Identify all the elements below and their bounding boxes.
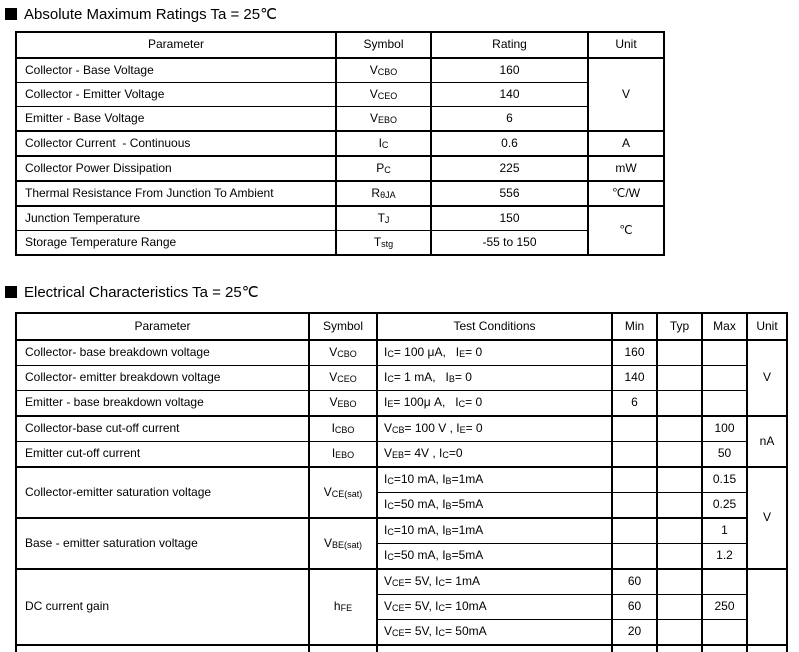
symbol-cell: $V_{CE(sat)}$ <box>309 467 377 518</box>
parameter-cell: Collector- emitter breakdown voltage <box>16 366 309 391</box>
symbol-cell: $I_{CBO}$ <box>309 416 377 442</box>
typ-cell <box>657 569 702 595</box>
table-row <box>16 416 787 442</box>
symbol-cell: $V_{BE(sat)}$ <box>309 518 377 569</box>
min-cell: 6 <box>612 391 657 417</box>
table-row <box>16 83 664 107</box>
typ-cell <box>657 645 702 652</box>
col-header-test-conditions: Test Conditions <box>377 313 612 340</box>
parameter-cell: Storage Temperature Range <box>16 231 336 256</box>
min-cell <box>612 544 657 570</box>
table-row <box>16 131 664 156</box>
max-cell <box>702 620 747 646</box>
min-cell: 140 <box>612 366 657 391</box>
parameter-cell: Emitter - base breakdown voltage <box>16 391 309 417</box>
symbol-cell: $T_J$ <box>336 206 431 231</box>
rating-cell: 6 <box>431 107 588 132</box>
col-header-parameter: Parameter <box>16 313 309 340</box>
test-conditions-cell: $V_{CE}= 5V$, $I_C= 50mA$ <box>377 620 612 646</box>
test-conditions-cell: $V_{CB}= 100$ V , $I_E= 0$ <box>377 416 612 442</box>
rating-cell: 160 <box>431 58 588 83</box>
symbol-cell: $V_{EBO}$ <box>336 107 431 132</box>
typ-cell <box>657 442 702 468</box>
parameter-cell: DC current gain <box>16 569 309 645</box>
rating-cell: 140 <box>431 83 588 107</box>
unit-cell <box>747 569 787 645</box>
section-bullet-icon <box>5 8 17 20</box>
unit-cell: mW <box>588 156 664 181</box>
min-cell: 60 <box>612 569 657 595</box>
typ-cell <box>657 391 702 417</box>
max-cell: 50 <box>702 442 747 468</box>
unit-cell: V <box>747 340 787 416</box>
symbol-cell: $V_{CEO}$ <box>309 366 377 391</box>
symbol-cell: $I_{EBO}$ <box>309 442 377 468</box>
unit-cell: A <box>588 131 664 156</box>
rating-cell: 150 <box>431 206 588 231</box>
table-row <box>16 569 787 595</box>
max-cell <box>702 645 747 652</box>
min-cell <box>612 442 657 468</box>
test-conditions-cell <box>377 645 612 652</box>
test-conditions-cell: $I_C= 1$ mA, $I_B= 0$ <box>377 366 612 391</box>
max-cell: 0.15 <box>702 467 747 493</box>
typ-cell <box>657 366 702 391</box>
min-cell <box>612 645 657 652</box>
test-conditions-cell: $V_{CE}= 5V$, $I_C= 1mA$ <box>377 569 612 595</box>
typ-cell <box>657 493 702 519</box>
symbol-cell: $I_C$ <box>336 131 431 156</box>
test-conditions-cell: $I_C= 100$ μA, $I_E= 0$ <box>377 340 612 366</box>
typ-cell <box>657 340 702 366</box>
parameter-cell: Collector Power Dissipation <box>16 156 336 181</box>
symbol-cell <box>309 645 377 652</box>
unit-cell: ℃ <box>588 206 664 255</box>
typ-cell <box>657 620 702 646</box>
parameter-cell: Thermal Resistance From Junction To Ambient <box>16 181 336 206</box>
test-conditions-cell: $V_{EB}= 4V$ , $I_C=0$ <box>377 442 612 468</box>
max-cell: 1 <box>702 518 747 544</box>
symbol-cell: $P_C$ <box>336 156 431 181</box>
min-cell: 60 <box>612 595 657 620</box>
header-row <box>16 313 787 340</box>
table-row <box>16 231 664 256</box>
max-cell: 100 <box>702 416 747 442</box>
unit-cell <box>747 645 787 652</box>
symbol-cell: $V_{CBO}$ <box>309 340 377 366</box>
table-row <box>16 366 787 391</box>
min-cell <box>612 467 657 493</box>
rating-cell: -55 to 150 <box>431 231 588 256</box>
max-cell <box>702 569 747 595</box>
min-cell <box>612 518 657 544</box>
rating-cell: 556 <box>431 181 588 206</box>
symbol-cell: $V_{CEO}$ <box>336 83 431 107</box>
rating-cell: 225 <box>431 156 588 181</box>
symbol-cell: $R_{\theta JA}$ <box>336 181 431 206</box>
symbol-cell: $V_{CBO}$ <box>336 58 431 83</box>
test-conditions-cell: $I_C=10$ mA, $I_B=1mA$ <box>377 518 612 544</box>
table-row-clipped <box>16 645 787 652</box>
parameter-cell: Emitter cut-off current <box>16 442 309 468</box>
typ-cell <box>657 416 702 442</box>
unit-cell: nA <box>747 416 787 467</box>
test-conditions-cell: $V_{CE}= 5V$, $I_C= 10mA$ <box>377 595 612 620</box>
col-header-max: Max <box>702 313 747 340</box>
table-row <box>16 181 664 206</box>
parameter-cell: Collector-base cut-off current <box>16 416 309 442</box>
parameter-cell: Junction Temperature <box>16 206 336 231</box>
table-row <box>16 206 664 231</box>
max-cell: 0.25 <box>702 493 747 519</box>
unit-cell: V <box>747 467 787 569</box>
typ-cell <box>657 467 702 493</box>
test-conditions-cell: $I_C=10$ mA, $I_B=1mA$ <box>377 467 612 493</box>
table-row <box>16 58 664 83</box>
parameter-cell <box>16 645 309 652</box>
typ-cell <box>657 518 702 544</box>
table-row <box>16 518 787 544</box>
elec-char-table <box>15 312 788 652</box>
table-row <box>16 467 787 493</box>
elec-char-section-title <box>5 284 799 302</box>
table-row <box>16 107 664 132</box>
parameter-cell: Base - emitter saturation voltage <box>16 518 309 569</box>
col-header-symbol: Symbol <box>309 313 377 340</box>
table-row <box>16 156 664 181</box>
rating-cell: 0.6 <box>431 131 588 156</box>
col-header-parameter: Parameter <box>16 32 336 58</box>
max-cell: 1.2 <box>702 544 747 570</box>
max-cell <box>702 391 747 417</box>
section-bullet-icon <box>5 286 17 298</box>
max-cell: 250 <box>702 595 747 620</box>
col-header-unit: Unit <box>588 32 664 58</box>
table-row <box>16 340 787 366</box>
unit-cell: ℃/W <box>588 181 664 206</box>
min-cell: 160 <box>612 340 657 366</box>
max-cell <box>702 340 747 366</box>
min-cell <box>612 416 657 442</box>
typ-cell <box>657 595 702 620</box>
parameter-cell: Collector Current - Continuous <box>16 131 336 156</box>
col-header-unit: Unit <box>747 313 787 340</box>
table-row <box>16 391 787 417</box>
test-conditions-cell: $I_E= 100\mu$ A, $I_C= 0$ <box>377 391 612 417</box>
section-title-text: Absolute Maximum Ratings Ta = 25℃ <box>24 6 277 23</box>
section-title-text: Electrical Characteristics Ta = 25℃ <box>24 284 259 301</box>
parameter-cell: Collector- base breakdown voltage <box>16 340 309 366</box>
col-header-symbol: Symbol <box>336 32 431 58</box>
test-conditions-cell: $I_C=50$ mA, $I_B=5mA$ <box>377 493 612 519</box>
symbol-cell: $T_{stg}$ <box>336 231 431 256</box>
col-header-rating: Rating <box>431 32 588 58</box>
abs-max-section-title <box>5 6 799 24</box>
typ-cell <box>657 544 702 570</box>
min-cell: 20 <box>612 620 657 646</box>
abs-max-table <box>15 31 665 256</box>
min-cell <box>612 493 657 519</box>
unit-cell: V <box>588 58 664 131</box>
parameter-cell: Collector-emitter saturation voltage <box>16 467 309 518</box>
parameter-cell: Collector - Base Voltage <box>16 58 336 83</box>
col-header-typ: Typ <box>657 313 702 340</box>
col-header-min: Min <box>612 313 657 340</box>
parameter-cell: Emitter - Base Voltage <box>16 107 336 132</box>
parameter-cell: Collector - Emitter Voltage <box>16 83 336 107</box>
table-row <box>16 442 787 468</box>
test-conditions-cell: $I_C=50$ mA, $I_B=5mA$ <box>377 544 612 570</box>
max-cell <box>702 366 747 391</box>
header-row <box>16 32 664 58</box>
symbol-cell: $V_{EBO}$ <box>309 391 377 417</box>
symbol-cell: $h_{FE}$ <box>309 569 377 645</box>
